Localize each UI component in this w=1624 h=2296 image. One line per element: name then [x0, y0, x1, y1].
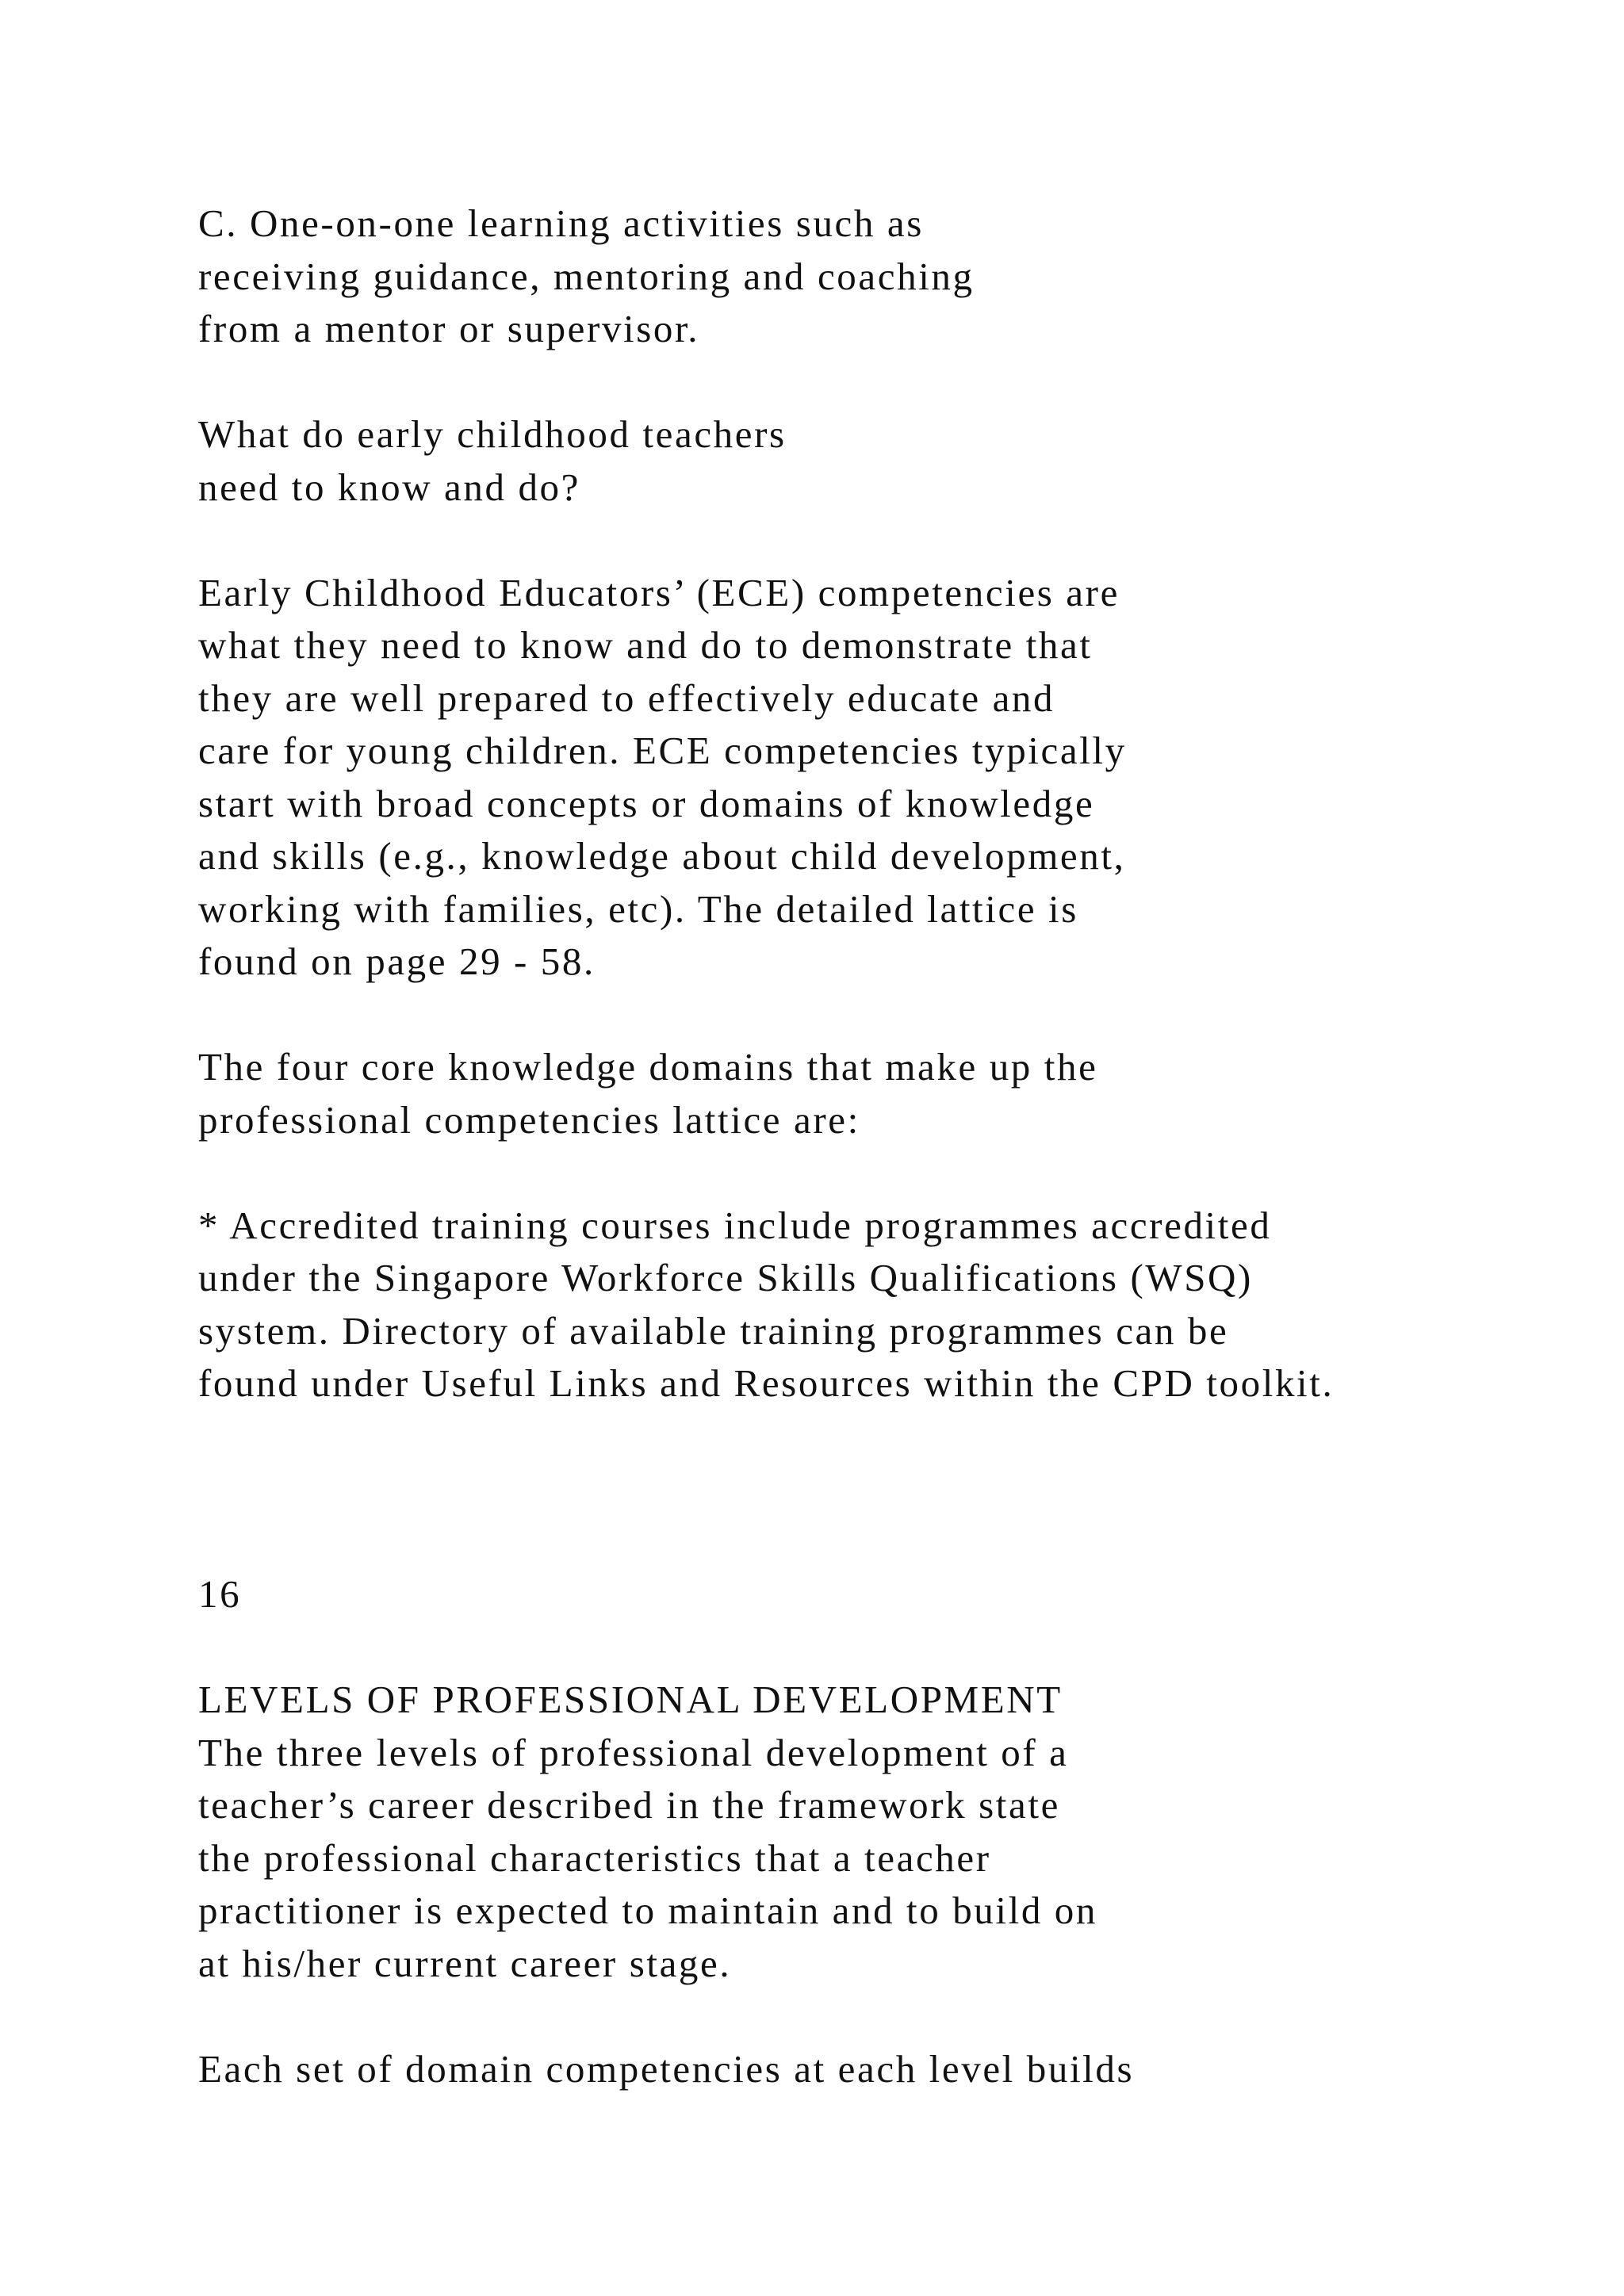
page-number: 16	[198, 1572, 242, 1616]
text-line: at his/her current career stage.	[198, 1941, 732, 1985]
blank-line	[198, 1621, 1594, 1674]
text-line: need to know and do?	[198, 465, 580, 509]
blank-line	[198, 1463, 1594, 1516]
text-line: care for young children. ECE competencies typically	[198, 729, 1127, 772]
text-line: and skills (e.g., knowledge about child development,	[198, 834, 1126, 878]
text-line: Early Childhood Educators’ (ECE) competencies are	[198, 570, 1120, 614]
footnote-line: * Accredited training courses include programmes accredited	[198, 1203, 1272, 1247]
footnote-line: found under Useful Links and Resources within the CPD toolkit.	[198, 1361, 1335, 1405]
text-line: The four core knowledge domains that make up the	[198, 1045, 1098, 1089]
text-line: Each set of domain competencies at each level builds	[198, 2046, 1135, 2091]
blank-line	[198, 1410, 1594, 1464]
text-line: from a mentor or supervisor.	[198, 307, 700, 350]
text-line: the professional characteristics that a teacher	[198, 1835, 991, 1880]
text-line: The three levels of professional development of a	[198, 1730, 1069, 1774]
blank-line	[198, 989, 1594, 1042]
text-line: What do early childhood teachers	[198, 412, 787, 456]
blank-line	[198, 514, 1594, 567]
section-heading: LEVELS OF PROFESSIONAL DEVELOPMENT	[198, 1678, 1063, 1721]
text-line: professional competencies lattice are:	[198, 1097, 860, 1142]
footnote-line: system. Directory of available training programmes can be	[198, 1308, 1229, 1353]
text-line: they are well prepared to effectively educate and	[198, 675, 1055, 720]
text-line: what they need to know and do to demonstrate that	[198, 623, 1093, 667]
text-line: found on page 29 - 58.	[198, 939, 596, 983]
text-line: C. One-on-one learning activities such as	[198, 201, 924, 245]
document-body	[198, 197, 1594, 2095]
footnote-line: under the Singapore Workforce Skills Qualifications (WSQ)	[198, 1256, 1253, 1299]
text-line: practitioner is expected to maintain and to build on	[198, 1888, 1097, 1932]
blank-line	[198, 1146, 1594, 1200]
blank-line	[198, 1990, 1594, 2043]
text-line: start with broad concepts or domains of knowledge	[198, 781, 1095, 825]
text-line: working with families, etc). The detailed lattice is	[198, 886, 1078, 931]
text-line: teacher’s career described in the framework state	[198, 1783, 1060, 1827]
blank-line	[198, 356, 1594, 409]
blank-line	[198, 1516, 1594, 1569]
text-line: receiving guidance, mentoring and coaching	[198, 254, 975, 298]
